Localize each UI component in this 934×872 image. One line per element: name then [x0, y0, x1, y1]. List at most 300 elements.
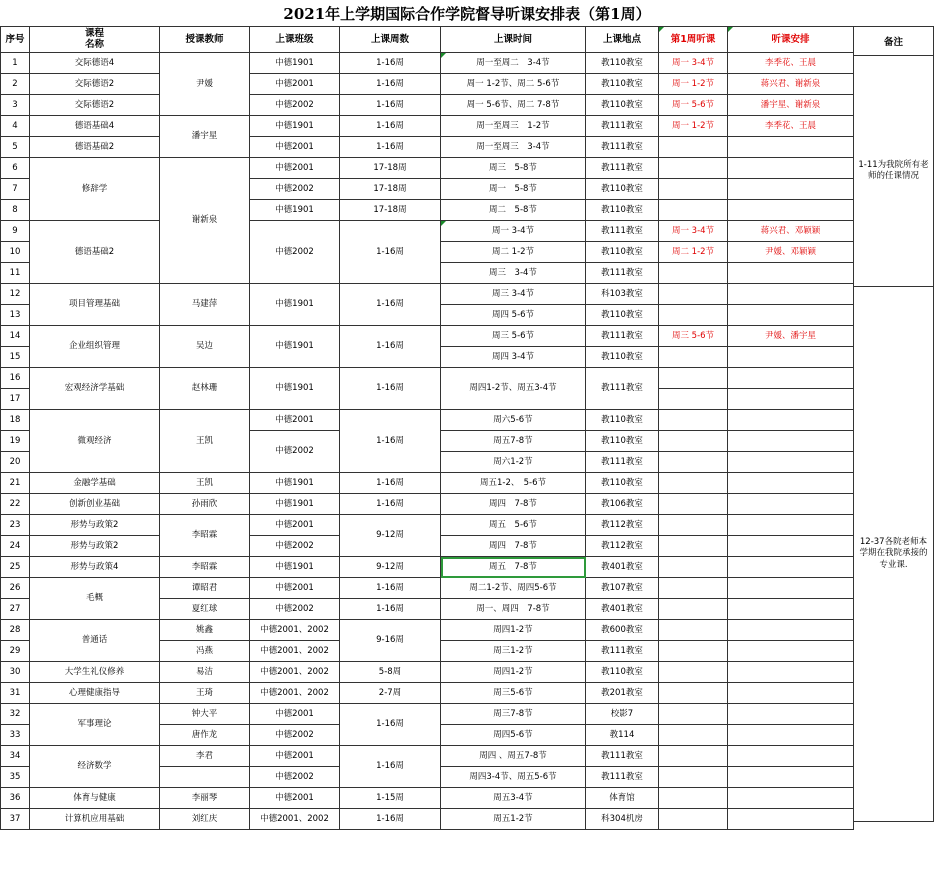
row-index[interactable]: 2	[1, 74, 30, 95]
time-cell[interactable]: 周四 7-8节	[441, 536, 586, 557]
row-index[interactable]: 20	[1, 452, 30, 473]
row-index[interactable]: 25	[1, 557, 30, 578]
place-cell[interactable]: 教111教室	[586, 158, 659, 179]
row-index[interactable]: 8	[1, 200, 30, 221]
week1-cell[interactable]: 周一 3-4节	[659, 221, 728, 242]
listener-cell[interactable]	[728, 788, 854, 809]
row-index[interactable]: 22	[1, 494, 30, 515]
class-cell[interactable]: 中德1901	[250, 116, 340, 137]
week1-cell[interactable]: 周三 5-6节	[659, 326, 728, 347]
place-cell[interactable]: 教112教室	[586, 515, 659, 536]
weeks-cell[interactable]: 9-12周	[340, 515, 441, 557]
time-cell[interactable]: 周三 3-4节	[441, 263, 586, 284]
row-index[interactable]: 32	[1, 704, 30, 725]
listener-cell[interactable]: 李季花、王晨	[728, 53, 854, 74]
listener-cell[interactable]	[728, 809, 854, 830]
place-cell[interactable]: 教110教室	[586, 431, 659, 452]
weeks-cell[interactable]: 1-16周	[340, 284, 441, 326]
place-cell[interactable]: 教106教室	[586, 494, 659, 515]
listener-cell[interactable]	[728, 515, 854, 536]
course-name-cell[interactable]: 德语基础2	[30, 137, 160, 158]
week1-cell[interactable]	[659, 347, 728, 368]
place-cell[interactable]: 教201教室	[586, 683, 659, 704]
time-cell[interactable]: 周六5-6节	[441, 410, 586, 431]
teacher-cell[interactable]: 谢新泉	[160, 158, 250, 284]
time-cell[interactable]: 周二1-2节、周四5-6节	[441, 578, 586, 599]
row-index[interactable]: 24	[1, 536, 30, 557]
row-index[interactable]: 37	[1, 809, 30, 830]
table-row	[1, 578, 854, 599]
place-cell[interactable]: 教111教室	[586, 326, 659, 347]
row-index[interactable]: 7	[1, 179, 30, 200]
teacher-cell[interactable]: 赵林珊	[160, 368, 250, 410]
time-cell[interactable]: 周三 3-4节	[441, 284, 586, 305]
teacher-cell[interactable]: 潘宇星	[160, 116, 250, 158]
place-cell[interactable]: 教114	[586, 725, 659, 746]
table-row	[1, 326, 854, 347]
col-header-teacher: 授课教师	[160, 27, 250, 53]
row-index[interactable]: 35	[1, 767, 30, 788]
class-cell[interactable]: 中德1901	[250, 284, 340, 326]
week1-cell[interactable]	[659, 284, 728, 305]
teacher-cell[interactable]: 尹媛	[160, 53, 250, 116]
week1-cell[interactable]	[659, 158, 728, 179]
course-name-cell[interactable]: 交际德语2	[30, 74, 160, 95]
time-cell[interactable]: 周四 、周五7-8节	[441, 746, 586, 767]
row-index[interactable]: 6	[1, 158, 30, 179]
weeks-cell[interactable]: 1-16周	[340, 494, 441, 515]
class-cell[interactable]: 中德2001	[250, 578, 340, 599]
weeks-cell[interactable]: 1-16周	[340, 368, 441, 410]
class-cell[interactable]: 中德2001、2002	[250, 662, 340, 683]
weeks-cell[interactable]: 1-16周	[340, 578, 441, 599]
weeks-cell[interactable]: 1-16周	[340, 473, 441, 494]
class-cell[interactable]: 中德1901	[250, 326, 340, 368]
listener-cell[interactable]	[728, 557, 854, 578]
class-cell[interactable]: 中德2002	[250, 767, 340, 788]
week1-cell[interactable]	[659, 578, 728, 599]
row-index[interactable]: 13	[1, 305, 30, 326]
course-name-cell[interactable]: 形势与政策2	[30, 536, 160, 557]
course-name-cell[interactable]: 交际德语4	[30, 53, 160, 74]
listener-cell[interactable]	[728, 305, 854, 326]
listener-cell[interactable]: 李季花、王晨	[728, 116, 854, 137]
teacher-cell[interactable]: 李昭霖	[160, 515, 250, 557]
teacher-cell[interactable]: 刘红庆	[160, 809, 250, 830]
week1-cell[interactable]	[659, 515, 728, 536]
week1-cell[interactable]: 周二 1-2节	[659, 242, 728, 263]
row-index[interactable]: 4	[1, 116, 30, 137]
place-cell[interactable]: 教112教室	[586, 536, 659, 557]
place-cell[interactable]: 教110教室	[586, 74, 659, 95]
course-name-cell[interactable]: 形势与政策4	[30, 557, 160, 578]
class-cell[interactable]: 中德2002	[250, 725, 340, 746]
time-cell[interactable]: 周三7-8节	[441, 704, 586, 725]
class-cell[interactable]: 中德2001、2002	[250, 641, 340, 662]
teacher-cell[interactable]: 夏红球	[160, 599, 250, 620]
class-cell[interactable]: 中德2001	[250, 746, 340, 767]
place-cell[interactable]: 教111教室	[586, 116, 659, 137]
place-cell[interactable]: 教600教室	[586, 620, 659, 641]
row-index[interactable]: 30	[1, 662, 30, 683]
weeks-cell[interactable]: 17-18周	[340, 200, 441, 221]
course-name-cell[interactable]: 经济数学	[30, 746, 160, 788]
row-index[interactable]: 16	[1, 368, 30, 389]
week1-cell[interactable]	[659, 809, 728, 830]
time-cell[interactable]: 周三 5-8节	[441, 158, 586, 179]
place-cell[interactable]: 教111教室	[586, 221, 659, 242]
week1-cell[interactable]: 周一 1-2节	[659, 74, 728, 95]
teacher-cell[interactable]: 钟大平	[160, 704, 250, 725]
table-row	[1, 284, 854, 305]
place-cell[interactable]: 体育馆	[586, 788, 659, 809]
place-cell[interactable]: 教111教室	[586, 641, 659, 662]
class-cell[interactable]: 中德2002	[250, 221, 340, 284]
teacher-cell[interactable]: 马建萍	[160, 284, 250, 326]
listener-cell[interactable]: 尹媛、邓颖颖	[728, 242, 854, 263]
listener-cell[interactable]	[728, 767, 854, 788]
place-cell[interactable]: 科103教室	[586, 284, 659, 305]
week1-cell[interactable]	[659, 788, 728, 809]
place-cell[interactable]: 教111教室	[586, 368, 659, 410]
listener-cell[interactable]	[728, 620, 854, 641]
listener-cell[interactable]	[728, 410, 854, 431]
weeks-cell[interactable]: 1-16周	[340, 704, 441, 746]
weeks-cell[interactable]: 9-12周	[340, 557, 441, 578]
row-index[interactable]: 14	[1, 326, 30, 347]
table-row	[1, 746, 854, 767]
place-cell[interactable]: 教110教室	[586, 662, 659, 683]
teacher-cell[interactable]: 孙雨欣	[160, 494, 250, 515]
listener-cell[interactable]	[728, 641, 854, 662]
week1-cell[interactable]	[659, 200, 728, 221]
teacher-cell[interactable]: 李昭霖	[160, 557, 250, 578]
time-cell[interactable]: 周三 5-6节	[441, 326, 586, 347]
class-cell[interactable]: 中德2002	[250, 536, 340, 557]
place-cell[interactable]: 教111教室	[586, 452, 659, 473]
row-index[interactable]: 9	[1, 221, 30, 242]
listener-cell[interactable]: 蒋兴君、谢新泉	[728, 74, 854, 95]
weeks-cell[interactable]: 1-16周	[340, 221, 441, 284]
week1-cell[interactable]	[659, 179, 728, 200]
listener-cell[interactable]	[728, 179, 854, 200]
listener-cell[interactable]	[728, 431, 854, 452]
listener-cell[interactable]	[728, 284, 854, 305]
class-cell[interactable]: 中德1901	[250, 53, 340, 74]
teacher-cell[interactable]: 唐作龙	[160, 725, 250, 746]
place-cell[interactable]: 教111教室	[586, 263, 659, 284]
week1-cell[interactable]	[659, 431, 728, 452]
course-name-cell[interactable]: 德语基础2	[30, 221, 160, 284]
notes-column	[853, 26, 934, 822]
weeks-cell[interactable]: 1-16周	[340, 53, 441, 74]
time-cell[interactable]: 周五1-2、 5-6节	[441, 473, 586, 494]
class-cell[interactable]: 中德2002	[250, 179, 340, 200]
course-name-cell[interactable]: 创新创业基础	[30, 494, 160, 515]
class-cell[interactable]: 中德2002	[250, 599, 340, 620]
time-cell[interactable]: 周四1-2节、周五3-4节	[441, 368, 586, 410]
table-row	[1, 662, 854, 683]
time-cell[interactable]: 周四1-2节	[441, 620, 586, 641]
course-name-cell[interactable]: 军事理论	[30, 704, 160, 746]
week1-cell[interactable]	[659, 368, 728, 389]
class-cell[interactable]: 中德2001	[250, 704, 340, 725]
course-name-cell[interactable]: 德语基础4	[30, 116, 160, 137]
place-cell[interactable]: 教110教室	[586, 53, 659, 74]
listener-cell[interactable]	[728, 452, 854, 473]
time-cell[interactable]: 周五 5-6节	[441, 515, 586, 536]
teacher-cell[interactable]: 王琦	[160, 683, 250, 704]
week1-cell[interactable]	[659, 620, 728, 641]
row-index[interactable]: 26	[1, 578, 30, 599]
course-name-cell[interactable]: 计算机应用基础	[30, 809, 160, 830]
class-cell[interactable]: 中德2001、2002	[250, 620, 340, 641]
time-cell[interactable]: 周四 7-8节	[441, 494, 586, 515]
weeks-cell[interactable]: 1-15周	[340, 788, 441, 809]
class-cell[interactable]: 中德1901	[250, 200, 340, 221]
week1-cell[interactable]	[659, 452, 728, 473]
time-cell[interactable]: 周四5-6节	[441, 725, 586, 746]
listener-cell[interactable]	[728, 158, 854, 179]
weeks-cell[interactable]: 1-16周	[340, 410, 441, 473]
weeks-cell[interactable]: 17-18周	[340, 158, 441, 179]
week1-cell[interactable]	[659, 767, 728, 788]
time-cell[interactable]: 周四3-4节、周五5-6节	[441, 767, 586, 788]
listener-cell[interactable]	[728, 536, 854, 557]
class-cell[interactable]: 中德2002	[250, 95, 340, 116]
time-cell[interactable]: 周一 1-2节、周二 5-6节	[441, 74, 586, 95]
teacher-cell[interactable]: 李君	[160, 746, 250, 767]
course-name-cell[interactable]: 体育与健康	[30, 788, 160, 809]
time-cell[interactable]: 周四 5-6节	[441, 305, 586, 326]
listener-cell[interactable]	[728, 683, 854, 704]
class-cell[interactable]: 中德2001	[250, 515, 340, 536]
listener-cell[interactable]: 蒋兴君、邓颖颖	[728, 221, 854, 242]
listener-cell[interactable]	[728, 200, 854, 221]
listener-cell[interactable]	[728, 662, 854, 683]
place-cell[interactable]: 科304机房	[586, 809, 659, 830]
class-cell[interactable]: 中德2001、2002	[250, 683, 340, 704]
time-cell[interactable]: 周三5-6节	[441, 683, 586, 704]
class-cell[interactable]: 中德2001、2002	[250, 809, 340, 830]
place-cell[interactable]: 校影7	[586, 704, 659, 725]
table-row	[1, 158, 854, 179]
class-cell[interactable]: 中德1901	[250, 473, 340, 494]
course-name-cell[interactable]: 项目管理基础	[30, 284, 160, 326]
time-cell[interactable]: 周五3-4节	[441, 788, 586, 809]
course-name-cell[interactable]: 修辞学	[30, 158, 160, 221]
time-cell[interactable]: 周一至周三 1-2节	[441, 116, 586, 137]
week1-cell[interactable]	[659, 662, 728, 683]
course-name-cell[interactable]: 心理健康指导	[30, 683, 160, 704]
week1-cell[interactable]	[659, 137, 728, 158]
course-name-cell[interactable]: 大学生礼仪修养	[30, 662, 160, 683]
weeks-cell[interactable]: 1-16周	[340, 74, 441, 95]
listener-cell[interactable]	[728, 599, 854, 620]
teacher-cell[interactable]: 王凯	[160, 410, 250, 473]
time-cell[interactable]: 周四 3-4节	[441, 347, 586, 368]
weeks-cell[interactable]: 1-16周	[340, 137, 441, 158]
row-index[interactable]: 27	[1, 599, 30, 620]
weeks-cell[interactable]: 1-16周	[340, 746, 441, 788]
teacher-cell[interactable]: 姚鑫	[160, 620, 250, 641]
place-cell[interactable]: 教110教室	[586, 410, 659, 431]
time-cell[interactable]: 周一 3-4节	[441, 221, 586, 242]
teacher-cell[interactable]: 吴边	[160, 326, 250, 368]
table-row	[1, 368, 854, 389]
listener-cell[interactable]	[728, 578, 854, 599]
place-cell[interactable]: 教111教室	[586, 746, 659, 767]
listener-cell[interactable]	[728, 347, 854, 368]
teacher-cell[interactable]: 谭昭君	[160, 578, 250, 599]
class-cell[interactable]: 中德2001	[250, 137, 340, 158]
row-index[interactable]: 17	[1, 389, 30, 410]
weeks-cell[interactable]: 1-16周	[340, 599, 441, 620]
listener-cell[interactable]	[728, 725, 854, 746]
row-index[interactable]: 11	[1, 263, 30, 284]
week1-cell[interactable]: 周一 1-2节	[659, 116, 728, 137]
row-index[interactable]: 21	[1, 473, 30, 494]
listener-cell[interactable]: 尹媛、潘宇星	[728, 326, 854, 347]
week1-cell[interactable]	[659, 746, 728, 767]
listener-cell[interactable]	[728, 473, 854, 494]
row-index[interactable]: 28	[1, 620, 30, 641]
week1-cell[interactable]	[659, 704, 728, 725]
listener-cell[interactable]	[728, 704, 854, 725]
table-row	[1, 410, 854, 431]
row-index[interactable]: 5	[1, 137, 30, 158]
time-cell[interactable]: 周一 5-8节	[441, 179, 586, 200]
week1-cell[interactable]	[659, 599, 728, 620]
class-cell[interactable]: 中德1901	[250, 368, 340, 410]
place-cell[interactable]: 教110教室	[586, 179, 659, 200]
course-name-cell[interactable]: 普通话	[30, 620, 160, 662]
weeks-cell[interactable]: 1-16周	[340, 809, 441, 830]
place-cell[interactable]: 教401教室	[586, 557, 659, 578]
time-cell[interactable]: 周五1-2节	[441, 809, 586, 830]
place-cell[interactable]: 教110教室	[586, 95, 659, 116]
weeks-cell[interactable]: 2-7周	[340, 683, 441, 704]
table-row	[1, 809, 854, 830]
week1-cell[interactable]: 周一 3-4节	[659, 53, 728, 74]
row-index[interactable]: 10	[1, 242, 30, 263]
teacher-cell[interactable]: 李丽琴	[160, 788, 250, 809]
course-name-cell[interactable]: 形势与政策2	[30, 515, 160, 536]
place-cell[interactable]: 教110教室	[586, 200, 659, 221]
listener-cell[interactable]	[728, 263, 854, 284]
place-cell[interactable]: 教110教室	[586, 347, 659, 368]
col-header-time: 上课时间	[441, 27, 586, 53]
row-index[interactable]: 23	[1, 515, 30, 536]
listener-cell[interactable]: 潘宇星、谢新泉	[728, 95, 854, 116]
place-cell[interactable]: 教110教室	[586, 242, 659, 263]
class-cell[interactable]: 中德2001	[250, 74, 340, 95]
class-cell[interactable]: 中德2001	[250, 410, 340, 431]
week1-cell[interactable]	[659, 683, 728, 704]
class-cell[interactable]: 中德2002	[250, 431, 340, 473]
week1-cell[interactable]: 周一 5-6节	[659, 95, 728, 116]
time-cell[interactable]: 周一至周三 3-4节	[441, 137, 586, 158]
place-cell[interactable]: 教110教室	[586, 305, 659, 326]
row-index[interactable]: 19	[1, 431, 30, 452]
place-cell[interactable]: 教401教室	[586, 599, 659, 620]
course-name-cell[interactable]: 宏观经济学基础	[30, 368, 160, 410]
week1-cell[interactable]	[659, 473, 728, 494]
weeks-cell[interactable]: 1-16周	[340, 116, 441, 137]
teacher-cell[interactable]: 王凯	[160, 473, 250, 494]
time-cell[interactable]: 周二 5-8节	[441, 200, 586, 221]
class-cell[interactable]: 中德1901	[250, 557, 340, 578]
teacher-cell[interactable]	[160, 767, 250, 788]
listener-cell[interactable]	[728, 368, 854, 389]
row-index[interactable]: 34	[1, 746, 30, 767]
class-cell[interactable]: 中德1901	[250, 494, 340, 515]
time-cell[interactable]: 周五 7-8节	[441, 557, 586, 578]
place-cell[interactable]: 教107教室	[586, 578, 659, 599]
row-index[interactable]: 18	[1, 410, 30, 431]
weeks-cell[interactable]: 1-16周	[340, 326, 441, 368]
week1-cell[interactable]	[659, 305, 728, 326]
row-index[interactable]: 36	[1, 788, 30, 809]
listener-cell[interactable]	[728, 137, 854, 158]
week1-cell[interactable]	[659, 410, 728, 431]
teacher-cell[interactable]: 冯燕	[160, 641, 250, 662]
teacher-cell[interactable]: 易洁	[160, 662, 250, 683]
time-cell[interactable]: 周三1-2节	[441, 641, 586, 662]
place-cell[interactable]: 教111教室	[586, 767, 659, 788]
col-header-index: 序号	[1, 27, 30, 53]
time-cell[interactable]: 周一、周四 7-8节	[441, 599, 586, 620]
row-index[interactable]: 1	[1, 53, 30, 74]
row-index[interactable]: 31	[1, 683, 30, 704]
course-name-cell[interactable]: 交际德语2	[30, 95, 160, 116]
row-index[interactable]: 15	[1, 347, 30, 368]
time-cell[interactable]: 周一至周二 3-4节	[441, 53, 586, 74]
week1-cell[interactable]	[659, 557, 728, 578]
week1-cell[interactable]	[659, 389, 728, 410]
week1-cell[interactable]	[659, 494, 728, 515]
listener-cell[interactable]	[728, 746, 854, 767]
week1-cell[interactable]	[659, 725, 728, 746]
row-index[interactable]: 29	[1, 641, 30, 662]
time-cell[interactable]: 周二 1-2节	[441, 242, 586, 263]
place-cell[interactable]: 教111教室	[586, 137, 659, 158]
weeks-cell[interactable]: 5-8周	[340, 662, 441, 683]
week1-cell[interactable]	[659, 263, 728, 284]
time-cell[interactable]: 周六1-2节	[441, 452, 586, 473]
time-cell[interactable]: 周四1-2节	[441, 662, 586, 683]
course-name-cell[interactable]: 金融学基础	[30, 473, 160, 494]
course-name-cell[interactable]: 企业组织管理	[30, 326, 160, 368]
week1-cell[interactable]	[659, 641, 728, 662]
time-cell[interactable]: 周五7-8节	[441, 431, 586, 452]
time-cell[interactable]: 周一 5-6节、周二 7-8节	[441, 95, 586, 116]
listener-cell[interactable]	[728, 494, 854, 515]
class-cell[interactable]: 中德2001	[250, 158, 340, 179]
class-cell[interactable]: 中德2001	[250, 788, 340, 809]
weeks-cell[interactable]: 17-18周	[340, 179, 441, 200]
row-index[interactable]: 3	[1, 95, 30, 116]
row-index[interactable]: 33	[1, 725, 30, 746]
row-index[interactable]: 12	[1, 284, 30, 305]
course-name-cell[interactable]: 毛概	[30, 578, 160, 620]
week1-cell[interactable]	[659, 536, 728, 557]
place-cell[interactable]: 教110教室	[586, 473, 659, 494]
course-name-cell[interactable]: 微观经济	[30, 410, 160, 473]
weeks-cell[interactable]: 1-16周	[340, 95, 441, 116]
listener-cell[interactable]	[728, 389, 854, 410]
weeks-cell[interactable]: 9-16周	[340, 620, 441, 662]
